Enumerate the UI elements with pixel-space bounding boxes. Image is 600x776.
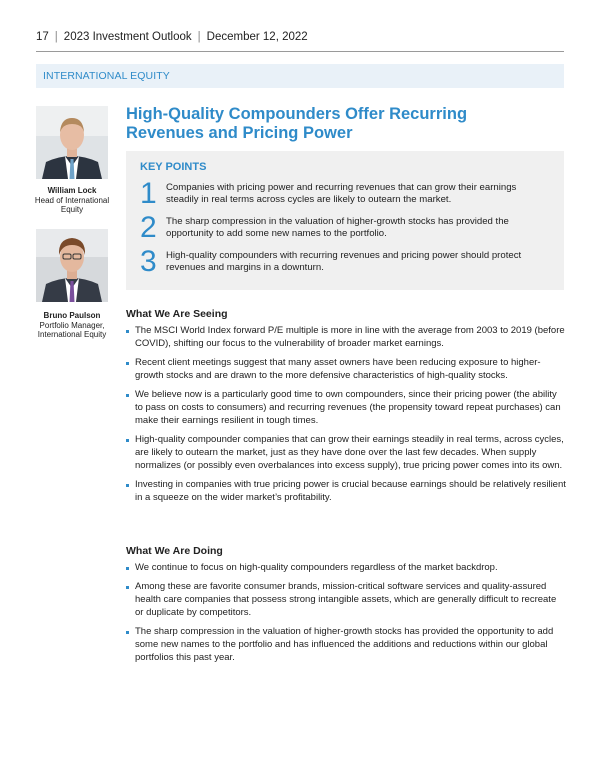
list-item: Investing in companies with true pricing power is crucial because earnings should be relatively resilient in a squeeze on the wider market’s profitability. <box>126 479 566 505</box>
author-name: William Lock <box>47 186 97 195</box>
key-point-text: High-quality compounders with recurring revenues and pricing power should protect revenues and margins in a downturn. <box>166 250 522 273</box>
list-item: Among these are favorite consumer brands, mission-critical software services and quality-assured health care companies that possess strong intangible assets, which are generally difficult to recreate or duplicate by competitors. <box>126 581 566 619</box>
key-point-number: 2 <box>140 211 157 244</box>
author-name: Bruno Paulson <box>43 311 101 320</box>
key-points-heading: KEY POINTS <box>140 161 207 173</box>
key-point-text: Companies with pricing power and recurring revenues that can grow their earnings steadily in real terms across cycles are likely to outearn the market. <box>166 182 517 205</box>
page-header <box>36 31 308 43</box>
page-number: 17 <box>36 31 49 43</box>
doing-list <box>126 562 566 671</box>
publication-title: 2023 Investment Outlook <box>63 31 192 43</box>
key-point-number: 1 <box>140 177 157 210</box>
key-point-text: The sharp compression in the valuation of higher-growth stocks has provided the opportunity to add some new names to the portfolio. <box>166 216 509 239</box>
author-role: Portfolio Manager, International Equity <box>37 320 107 339</box>
author-caption-2 <box>30 311 114 340</box>
seeing-list <box>126 325 566 511</box>
list-item: High-quality compounder companies that can grow their earnings steadily in real terms, across cycles, are likely to outearn the market, just as they have done over the last few decades. When supply normalizes (or possibly even overbalances into excess supply), true pricing power comes into its own. <box>126 434 566 472</box>
author-photo-william-lock <box>36 106 108 179</box>
key-point-number: 3 <box>140 245 157 278</box>
article-title: High-Quality Compounders Offer Recurring Revenues and Pricing Power <box>126 105 468 142</box>
header-separator: | <box>54 31 58 43</box>
section-title: INTERNATIONAL EQUITY <box>43 70 170 82</box>
seeing-heading: What We Are Seeing <box>126 308 228 320</box>
list-item: Recent client meetings suggest that many asset owners have been reducing exposure to higher-growth stocks and are drawn to the more defensive characteristics of high-quality stocks. <box>126 357 566 383</box>
list-item: The MSCI World Index forward P/E multiple is more in line with the average from 2003 to 2019 (before COVID), shifting our focus to the vulnerability of broader market earnings. <box>126 325 566 351</box>
key-points-box <box>126 151 564 290</box>
author-role: Head of International Equity <box>34 195 110 214</box>
section-band <box>36 64 564 88</box>
header-divider <box>36 51 564 52</box>
list-item: We continue to focus on high-quality compounders regardless of the market backdrop. <box>126 562 566 575</box>
list-item: We believe now is a particularly good time to own compounders, since their pricing power (the ability to pass on costs to consumers) and recurring revenues (the propensity toward repeat purchases) can make their earnings resilient in tough times. <box>126 389 566 427</box>
list-item: The sharp compression in the valuation of higher-growth stocks has provided the opportunity to add some new names to the portfolio and has influenced the additions and reductions within our global portfolios this past year. <box>126 626 566 664</box>
header-separator: | <box>197 31 201 43</box>
author-photo-bruno-paulson <box>36 229 108 302</box>
doing-heading: What We Are Doing <box>126 545 223 557</box>
author-caption-1 <box>30 186 114 215</box>
publication-date: December 12, 2022 <box>206 31 308 43</box>
